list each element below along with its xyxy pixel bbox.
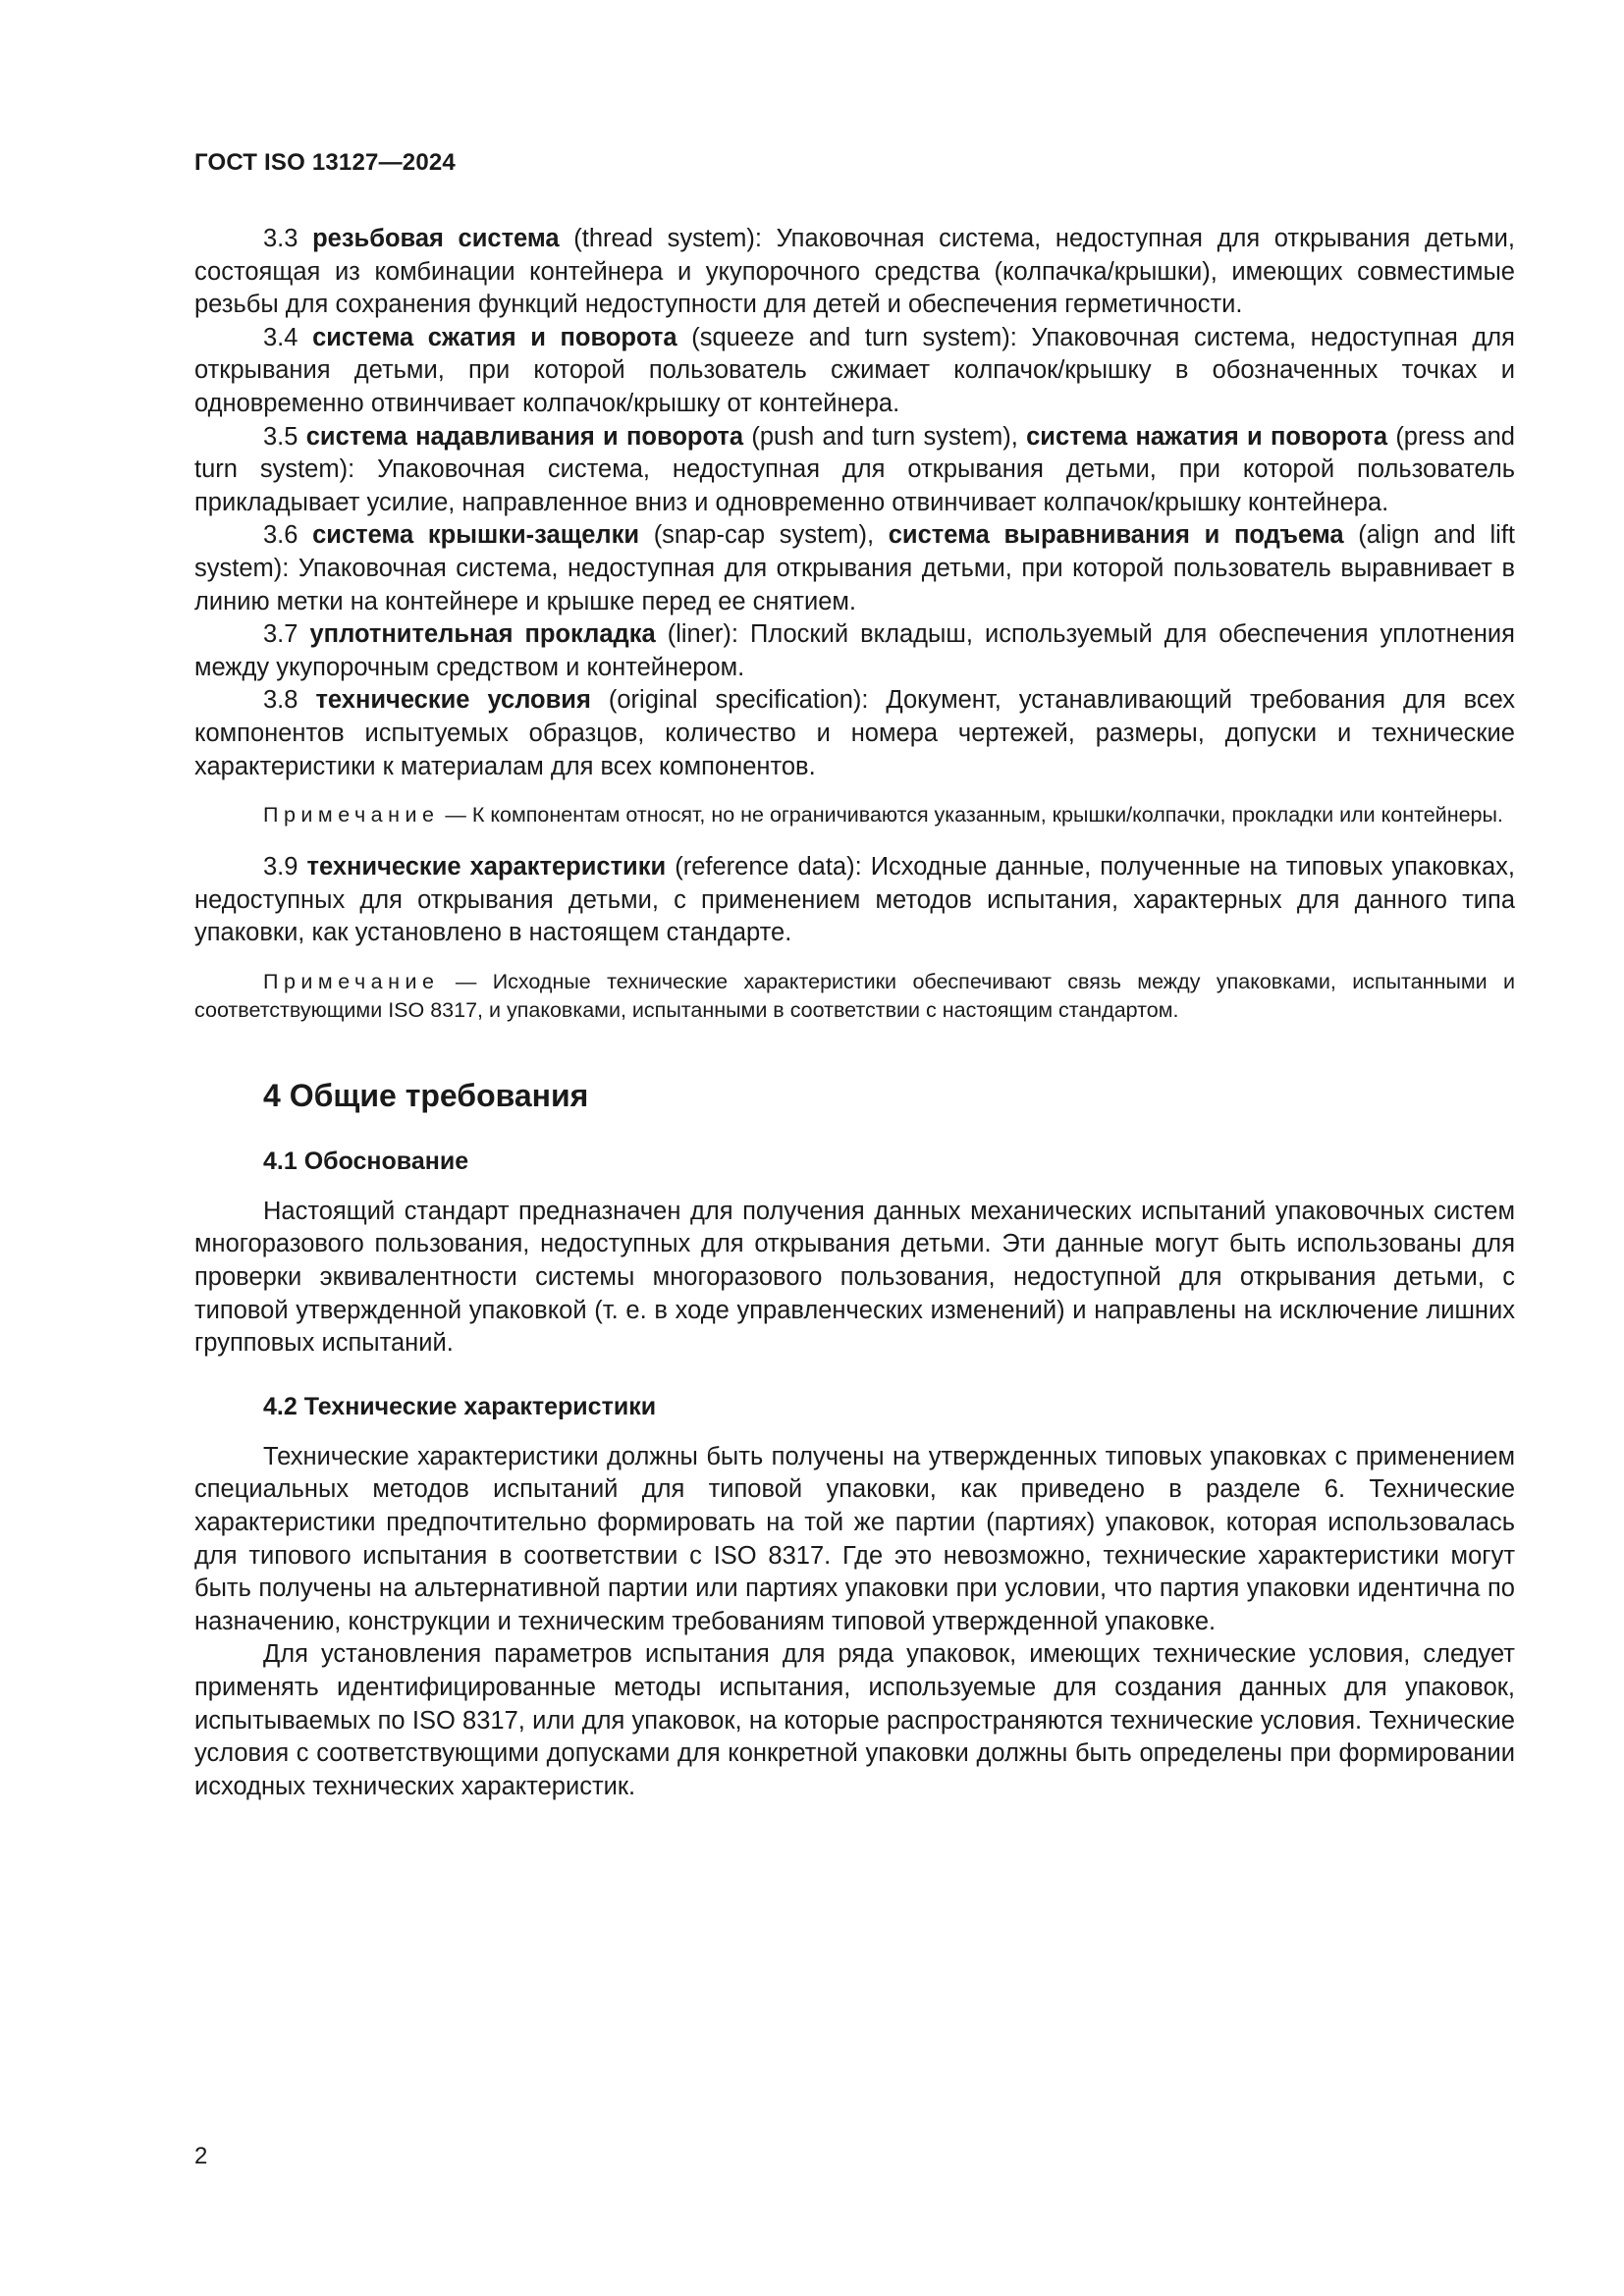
term-name: система крышки-защелки [312,521,640,550]
term-number: 3.4 [263,323,298,351]
term-definition: (original specification): Документ, устанавливающий требования для всех компонентов испытуемых образцов, количество и номера чертежей, размеры, допуски и технические характеристики к материалам для всех компонентов. [194,686,1515,780]
page-number: 2 [194,2143,208,2169]
term-number: 3.5 [263,422,298,451]
term-name: система сжатия и поворота [312,323,677,351]
note-dash: — [439,803,472,828]
term-name: резьбовая система [312,225,560,252]
term-3-4 [194,322,1515,421]
term-number: 3.3 [263,225,298,252]
term-number: 3.7 [263,620,298,649]
document-header: ГОСТ ISO 13127—2024 [194,149,456,176]
term-name: технические характеристики [306,853,667,881]
term-3-5 [194,421,1515,520]
note-3-8 [194,801,1515,829]
term-name: технические условия [315,686,591,715]
subsection-title-4-1: 4.1 Обоснование [263,1147,469,1175]
term-english: (push and turn system), [743,422,1027,451]
note-text: К компонентам относят, но не ограничиваются указанным, крышки/колпачки, прокладки или контейнеры. [471,803,1503,828]
term-definition: (press and turn system): Упаковочная система, недоступная для открывания детьми, при которой пользователь прикладывает усилие, направленное вниз и одновременно отвинчивает колпачок/крышку контейнера. [194,422,1515,516]
term-3-3 [194,223,1515,322]
note-text: Исходные технические характеристики обеспечивают связь между упаковками, испытанными и соответствующими ISO 8317, и упаковками, испытанными в соответствии с настоящим стандартом. [194,969,1515,1022]
note-3-9 [194,968,1515,1025]
term-definition: (align and lift system): Упаковочная система, недоступная для открывания детьми, при которой пользователь выравнивает в линию метки на контейнере и крышке перед ее снятием. [194,521,1515,615]
term-name: система надавливания и поворота [305,422,744,451]
paragraph: Для установления параметров испытания для ряда упаковок, имеющих технические условия, следует применять идентифицированные методы испытания, используемые для создания данных для упаковок, испытываемых по ISO 8317, или для упаковок, на которые распространяются технические условия. Технические условия с соответствующими допусками для конкретной упаковки должны быть определены при формировании исходных технических характеристик. [194,1640,1515,1800]
term-definition: (liner): Плоский вкладыш, используемый для обеспечения уплотнения между укупорочным средством и контейнером. [194,620,1515,681]
note-label: Примечание [263,969,440,993]
document-body [194,223,1515,1803]
term-number: 3.9 [263,853,298,881]
term-number: 3.6 [263,521,298,550]
term-name: уплотнительная прокладка [309,620,656,649]
term-english: (snap-cap system), [639,521,889,550]
paragraph: Технические характеристики должны быть получены на утвержденных типовых упаковках с применением специальных методов испытаний для типовой упаковки, как приведено в разделе 6. Технические характеристики предпочтительно формировать на той же партии (партиях) упаковок, которая использовалась для типового испытания в соответствии с ISO 8317. Где это невозможно, технические характеристики могут быть получены на альтернативной партии или партиях упаковки при условии, что партия упаковки идентична по назначению, конструкции и техническим требованиям типовой утвержденной упаковке. [194,1442,1515,1635]
paragraph: Настоящий стандарт предназначен для получения данных механических испытаний упаковочных систем многоразового пользования, недоступных для открывания детьми. Эти данные могут быть использованы для проверки эквивалентности системы многоразового пользования, недоступной для открывания детьми, с типовой утвержденной упаковкой (т. е. в ходе управленческих изменений) и направлены на исключение лишних групповых испытаний. [194,1197,1515,1358]
term-3-8 [194,684,1515,783]
term-3-6 [194,519,1515,618]
section-title: 4 Общие требования [263,1077,589,1113]
term-3-7 [194,618,1515,684]
term-definition: (thread system): Упаковочная система, недоступная для открывания детьми, состоящая из комбинации контейнера и укупорочного средства (колпачка/крышки), имеющих совместимые резьбы для сохранения функций недоступности для детей и обеспечения герметичности. [194,225,1515,319]
term-definition: (squeeze and turn system): Упаковочная система, недоступная для открывания детьми, при которой пользователь сжимает колпачок/крышку в обозначенных точках и одновременно отвинчивает колпачок/крышку от контейнера. [194,323,1515,417]
term-number: 3.8 [263,686,298,715]
term-definition: (reference data): Исходные данные, полученные на типовых упаковках, недоступных для открывания детьми, с применением методов испытания, характерных для данного типа упаковки, как установлено в настоящем стандарте. [194,853,1515,947]
note-dash: — [439,969,493,993]
term-3-9 [194,851,1515,950]
term-synonym: система нажатия и поворота [1026,422,1388,451]
subsection-title-4-2: 4.2 Технические характеристики [263,1392,657,1420]
note-label: Примечание [263,803,440,828]
term-synonym: система выравнивания и подъема [888,521,1344,550]
